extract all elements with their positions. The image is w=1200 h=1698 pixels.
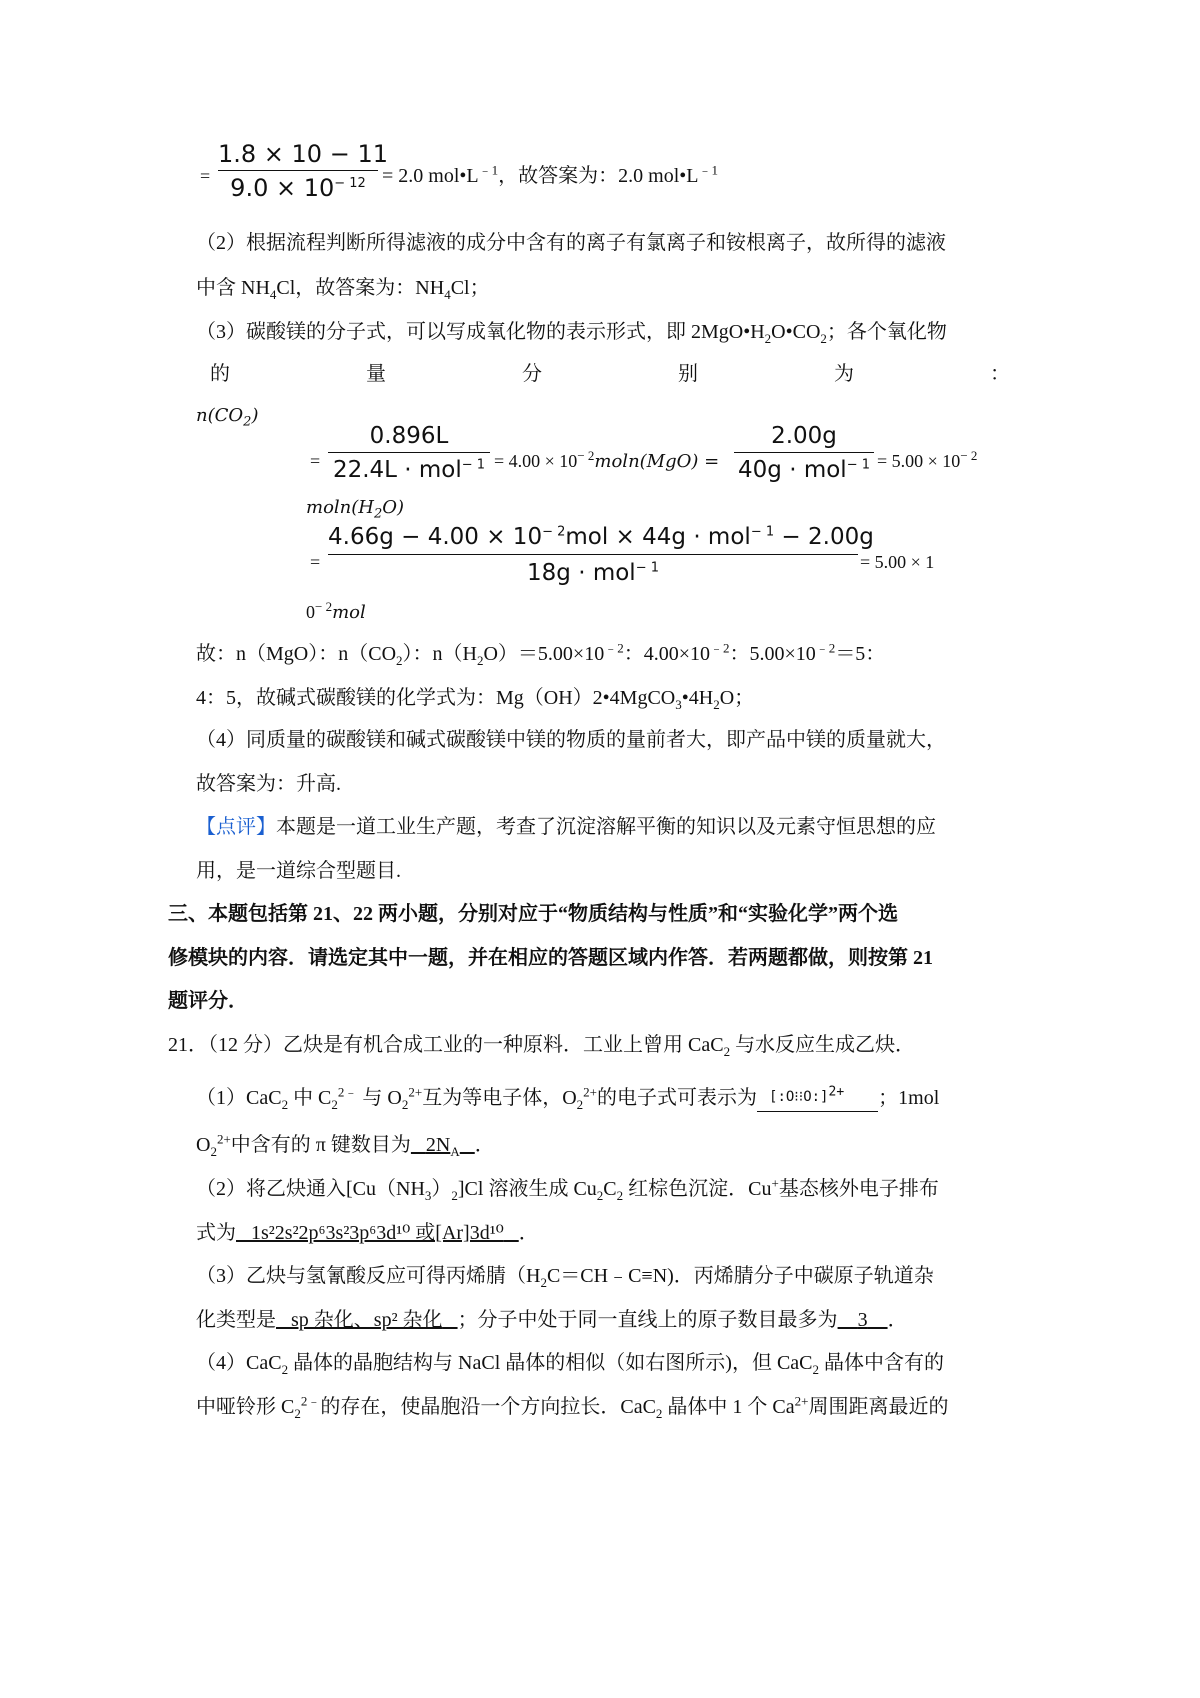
fraction-co2-numerator: 0.896L — [369, 423, 449, 449]
q21-part3-line2: 化类型是 sp 杂化、sp² 杂化 ；分子中处于同一直线上的原子数目最多为 3 ． — [196, 1309, 908, 1331]
fraction-h2o — [328, 520, 874, 591]
section3-line1: 三、本题包括第 21、22 两小题，分别对应于“物质结构与性质”和“实验化学”两个选 — [168, 903, 898, 925]
part4-line2: 故答案为：升高. — [196, 773, 341, 795]
fraction-mgo — [734, 420, 874, 487]
formula-result-line: 4：5，故碱式碳酸镁的化学式为：$Mg(OH)2•4MgCO_3•4H_2O$； — [196, 687, 755, 712]
n-h2o-label: $moln(H_2O)$ — [306, 497, 405, 522]
fraction-mgo-denominator: 40g · mol$^{- 1}$ — [738, 457, 870, 483]
eq2-equals: = — [310, 451, 321, 471]
q21-part2-line1: （2）将乙炔通入$[Cu(NH_3)_2]Cl$ 溶液生成 $Cu_2C_2$ 红棕色沉淀．Cu+基态核外电子排布 — [196, 1175, 939, 1203]
q21-part1-line1: （1）CaC$_2$ 中 $C_2^{2﹣}$ 与 $O_2^{2+}$互为等电子体，$O_2^{2+}$的电子式可表示为 [:O⁝⁝O:]$^{2+}$ ；1mol — [196, 1084, 940, 1112]
fraction-co2 — [328, 420, 490, 487]
ratio-line: 故：n（MgO）：$n(CO_2)$：$n(H_2O)=5.00\times 10^{﹣2}$：$4.00\times 10^{﹣2}$：$5.00\times 10^{﹣2}=5$： — [196, 640, 886, 668]
electron-formula-answer: [:O⁝⁝O:]$^{2+}$ — [757, 1083, 878, 1112]
part2-line2: 中含 $NH_4Cl$，故答案为：$NH_4Cl$； — [196, 277, 490, 302]
part2-line1: （2）根据流程判断所得滤液的成分中含有的离子有氯离子和铵根离子，故所得的滤液 — [196, 232, 946, 254]
q21-part3-line1: （3）乙炔与氢氰酸反应可得丙烯腈$(H_2C=CH﹣C\equiv N)$．丙烯腈分子中碳原子轨道杂 — [196, 1265, 934, 1290]
eq1-numerator: 1.8 × 10 − 11 — [218, 140, 388, 168]
part3-spread-line: 的 量 分 别 为 ： — [210, 363, 1010, 385]
q21-part2-line2: 式为 1s²2s²2p⁶3s²3p⁶3d¹⁰ 或[Ar]3d¹⁰ ． — [196, 1222, 539, 1244]
q21-intro: 21．（12 分）乙炔是有机合成工业的一种原料．工业上曾用 CaC$_2$ 与水反应生成乙炔． — [168, 1034, 916, 1059]
section3-line2: 修模块的内容．请选定其中一题，并在相应的答题区域内作答．若两题都做，则按第 21 — [168, 947, 933, 969]
electron-config-answer: 1s²2s²2p⁶3s²3p⁶3d¹⁰ 或[Ar]3d¹⁰ — [251, 1222, 504, 1244]
fraction-co2-denominator: 22.4L · mol$^{- 1}$ — [332, 457, 486, 483]
review-tag: 【点评】 — [196, 816, 276, 838]
collinear-atoms-answer: 3 — [857, 1309, 868, 1331]
eq3-tail-continued: $0^{- 2}mol$ — [306, 599, 366, 623]
fraction-mgo-numerator: 2.00g — [771, 423, 837, 449]
review-line2: 用，是一道综合型题目. — [196, 860, 401, 882]
part4-line1: （4）同质量的碳酸镁和碱式碳酸镁中镁的物质的量前者大，即产品中镁的质量就大， — [196, 729, 946, 751]
pi-bond-answer: $2N_A$ — [425, 1134, 460, 1159]
eq1-equals: = — [200, 166, 211, 186]
n-co2-label: $n(CO_2)$ — [196, 405, 259, 430]
q21-part4-line2: 中哑铃形 $C_2^{2﹣}$的存在，使晶胞沿一个方向拉长．CaC$_2$ 晶体中 1 个 $Ca^{2+}$周围距离最近的 — [196, 1393, 949, 1421]
eq2-tail: = $5.00 \times 10^{- 2}$ — [877, 448, 978, 471]
eq2-middle: = $4.00 \times 10^{- 2}moln(MgO)$ = — [494, 448, 720, 472]
section3-line3: 题评分． — [168, 990, 248, 1012]
eq1-result: = 2.0 $mol•L^{﹣1}$，故答案为：2.0 $mol•L^{﹣1}$ — [382, 162, 718, 187]
part3-line1: （3）碳酸镁的分子式，可以写成氧化物的表示形式，即 $2MgO•H_2O•CO_2$；各个氧化物 — [196, 321, 947, 346]
eq1-fraction — [218, 138, 388, 205]
q21-part4-line1: （4）CaC$_2$ 晶体的晶胞结构与 NaCl 晶体的相似（如右图所示)，但 CaC$_2$ 晶体中含有的 — [196, 1352, 944, 1377]
eq3-tail: = 5.00 × 1 — [860, 552, 935, 572]
eq1-denominator: $9.0 \times 10^{- 12}$ — [230, 174, 366, 202]
fraction-h2o-numerator: $4.66g - 4.00 \times 10^{- 2}mol \times 44g \cdot mol^{- 1} - 2.00g$ — [328, 524, 874, 550]
q21-part1-line2: $O_2^{2+}$中含有的 π 键数目为 $2N_A$ ． — [196, 1131, 495, 1159]
eq3-equals: = — [310, 552, 321, 572]
fraction-h2o-denominator: 18g · mol$^{- 1}$ — [527, 560, 659, 586]
hybridization-answer: sp 杂化、sp² 杂化 — [291, 1309, 443, 1331]
review-line1: 【点评】本题是一道工业生产题，考查了沉淀溶解平衡的知识以及元素守恒思想的应 — [196, 816, 936, 838]
